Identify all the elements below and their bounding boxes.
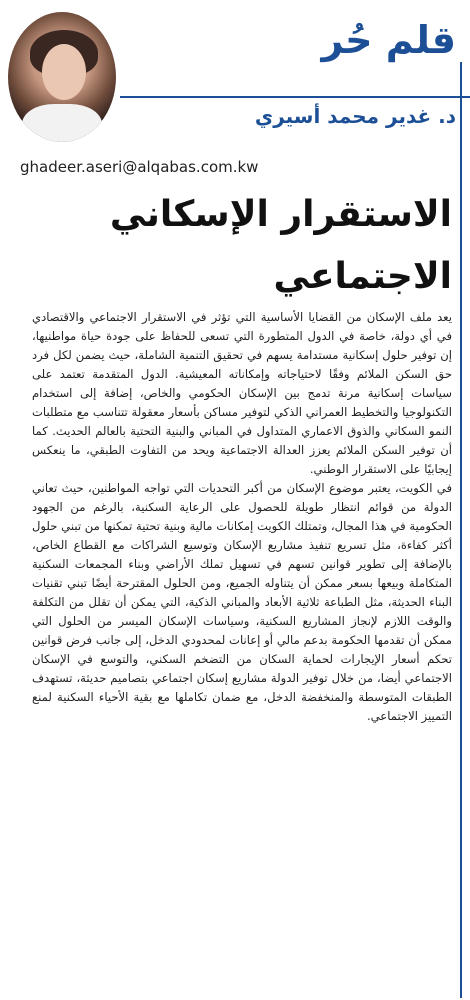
article-paragraph: يعد ملف الإسكان من القضايا الأساسية التي تؤثر في الاستقرار الاجتماعي والاقتصادي في أي دولة، خاصة في الدول المتطورة التي تسعى للحفاظ على جودة حياة مواطنيها، إن توفير حلول إسكانية مستدامة يسهم في تحقيق التنمية الشاملة، حيث يضمن لكل فرد حق السكن الملائم وفقًا لاحتياجاته وإمكاناته المعيشية. الدول المتقدمة تعتمد على سياسات إسكانية مرنة تدمج بين الإسكان الحكومي والخاص، إضافة إلى استخدام التكنولوجيا والتخطيط العمراني الذكي لتوفير مساكن بأسعار معقولة تتناسب مع متطلبات النمو السكاني والذوق الاعماري المتداول في المباني والبنية التحتية بالعالم الحديث. كما أن توفير السكن الملائم يعزز العدالة الاجتماعية ويحد من التفاوت الطبقي، ما ينعكس إيجابيًا على الاستقرار الوطني. [32,310,452,476]
column-border [460,62,462,998]
article-title [22,184,452,308]
article-title-line-1: الاستقرار الإسكاني [109,194,452,235]
column-name: قلم حُر [321,18,456,62]
author-email[interactable]: ghadeer.aseri@alqabas.com.kw [20,158,259,176]
author-photo [8,12,116,142]
article-body [32,308,452,998]
header-divider [120,96,470,98]
article-paragraph: في الكويت، يعتبر موضوع الإسكان من أكبر التحديات التي تواجه المواطنين، حيث تعاني الدولة من قوائم انتظار طويلة للحصول على الرعاية السكنية، بالرغم من الجهود الحكومية في هذا المجال، وتمتلك الكويت إمكانات مالية وبنية تحتية تمكنها من تبني حلول أكثر كفاءة، مثل تسريع تنفيذ مشاريع الإسكان وتوسيع الشراكات مع القطاع الخاص، بالإضافة إلى تطوير قوانين تسهم في تسهيل تملك الأراضي وبناء المجمعات السكنية المتكاملة وبيعها بسعر ممكن أن يتناوله الجميع، ومن الحلول المقترحة أيضًا تبني تقنيات البناء الحديثة، مثل الطباعة ثلاثية الأبعاد والمباني الذكية، التي يمكن أن تقلل من التكلفة والوقت اللازم لإنجاز المشاريع السكنية، وسياسات الإسكان الميسر من الحلول التي ممكن أن تقدمها الحكومة بدعم مالي أو إعانات لمحدودي الدخل، إلى جانب فرض قوانين تحكم أسعار الإيجارات لحماية السكان من التضخم السكني، والتوسع في الإسكان الاجتماعي أيضا، من خلال توفير الدولة مشاريع إسكان اجتماعي بتصاميم حديثة، تستهدف الطبقات المتوسطة والمنخفضة الدخل، مع ضمان تكاملها مع بقية الأحياء السكنية لمنع التمييز الاجتماعي. [32,481,452,723]
author-name: د. غدير محمد أسيري [254,104,456,128]
article-title-line-2: الاجتماعي [273,256,452,297]
column-header [0,0,470,150]
